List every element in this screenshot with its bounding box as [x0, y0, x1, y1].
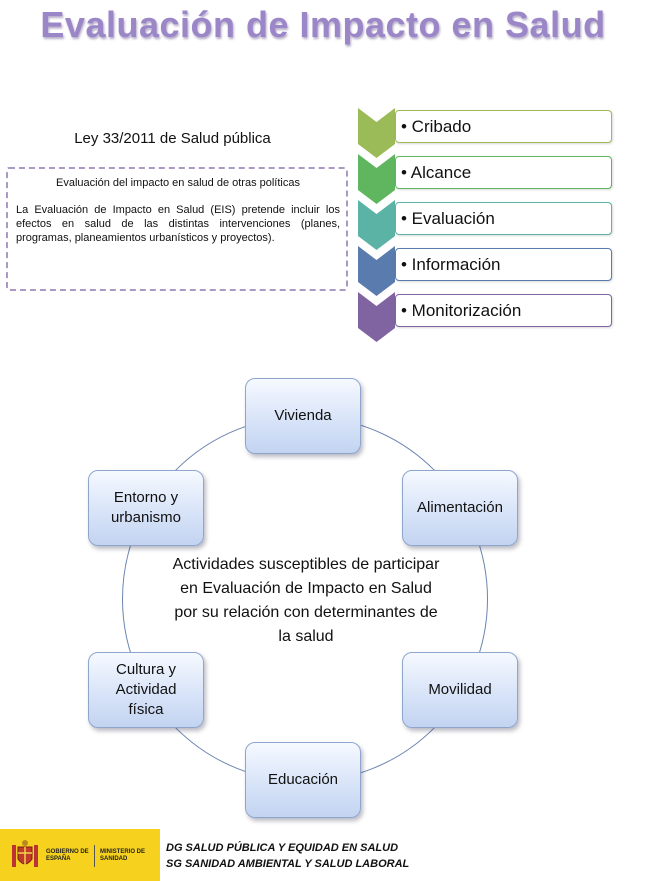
node-educacion: Educación — [245, 742, 361, 818]
step-monitorizacion: • Monitorización — [395, 294, 612, 327]
logo-text-ministerio: MINISTERIO DE SANIDAD — [100, 849, 146, 862]
node-entorno-urbanismo: Entorno y urbanismo — [88, 470, 204, 546]
step-cribado: • Cribado — [395, 110, 612, 143]
law-reference: Ley 33/2011 de Salud pública — [74, 130, 271, 147]
footer-text — [166, 840, 409, 872]
step-alcance: • Alcance — [395, 156, 612, 189]
step-chevron-2 — [358, 154, 395, 204]
step-chevron-3 — [358, 200, 395, 250]
eis-process-steps — [358, 108, 618, 348]
footer-line-2: SG SANIDAD AMBIENTAL Y SALUD LABORAL — [166, 858, 410, 870]
coat-of-arms-icon — [10, 839, 40, 871]
node-vivienda: Vivienda — [245, 378, 361, 454]
page-title: Evaluación de Impacto en Salud — [40, 4, 606, 45]
step-chevron-1 — [358, 108, 395, 158]
eis-box-body: La Evaluación de Impacto en Salud (EIS) pretende incluir los efectos en salud de las distintas intervenciones (planes, programas, planeamientos urbanísticos y proyectos). — [16, 204, 340, 244]
step-chevron-5 — [358, 292, 395, 342]
node-movilidad: Movilidad — [402, 652, 518, 728]
cycle-center-text: Actividades susceptibles de participar en Evaluación de Impacto en Salud por su relación con determinantes de la salud — [172, 556, 440, 645]
government-logo — [0, 829, 160, 881]
logo-text-gobierno: GOBIERNO DE ESPAÑA — [46, 849, 89, 862]
node-cultura-actividad-fisica: Cultura y Actividad física — [88, 652, 204, 728]
step-evaluacion: • Evaluación — [395, 202, 612, 235]
eis-box-heading: Evaluación del impacto en salud de otras políticas — [56, 177, 300, 189]
footer-line-1: DG SALUD PÚBLICA Y EQUIDAD EN SALUD — [166, 842, 399, 854]
eis-definition-box — [6, 167, 348, 291]
node-alimentacion: Alimentación — [402, 470, 518, 546]
step-informacion: • Información — [395, 248, 612, 281]
logo-separator — [94, 845, 95, 867]
step-chevron-4 — [358, 246, 395, 296]
